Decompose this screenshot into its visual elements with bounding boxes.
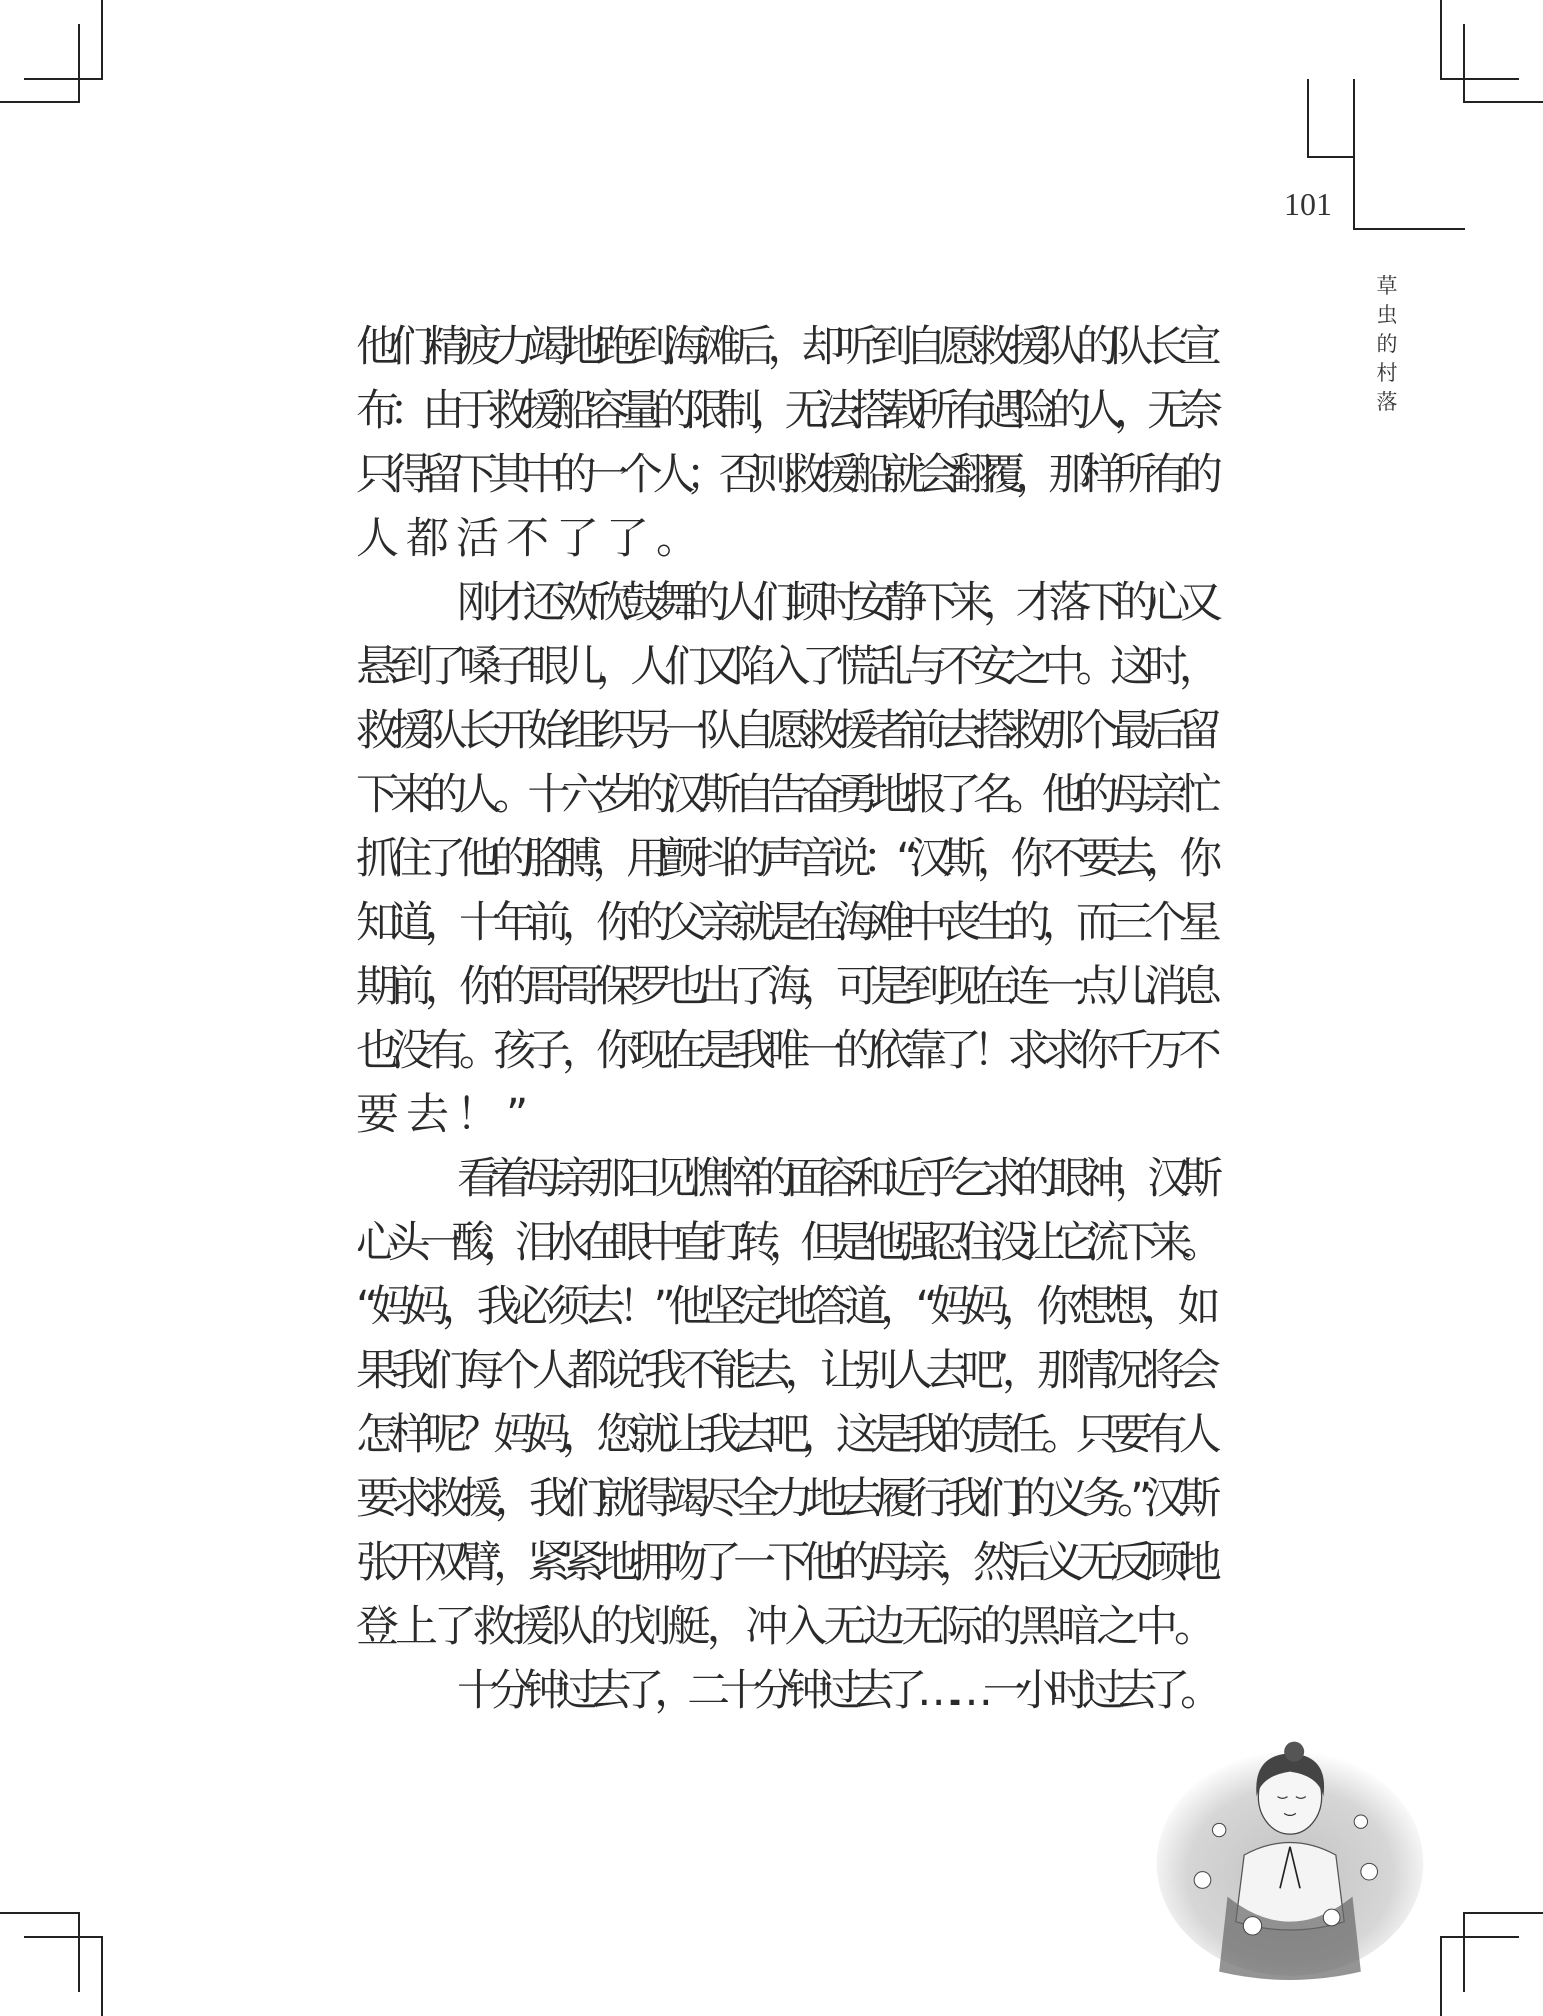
header-rule (1353, 79, 1355, 229)
crop-mark (1463, 1912, 1465, 1992)
crop-mark (1440, 1936, 1519, 1938)
text-line: 布：由于救援船容量的限制，无法搭载所有遇险的人，无奈 (356, 386, 1213, 436)
running-title-char: 的 (1376, 332, 1398, 356)
running-title (1372, 272, 1402, 417)
crop-mark (1440, 78, 1519, 80)
crop-mark (101, 1936, 103, 2016)
text-line: 悬到了嗓子眼儿，人们又陷入了慌乱与不安之中。这时， (356, 642, 1213, 692)
text-line: 知道，十年前，你的父亲就是在海难中丧生的，而三个星 (356, 898, 1213, 948)
text-line: 要去！” (356, 1090, 536, 1140)
running-title-char: 村 (1376, 361, 1398, 385)
text-line: 登上了救援队的划艇，冲入无边无际的黑暗之中。 (356, 1602, 1213, 1652)
crop-mark (1463, 101, 1543, 103)
text-line: 救援队长开始组织另一队自愿救援者前去搭救那个最后留 (356, 706, 1213, 756)
text-line: 心头一酸，泪水在眼中直打转，但是他强忍住没让它流下来。 (356, 1218, 1213, 1268)
text-line: 期前，你的哥哥保罗也出了海，可是到现在连一点儿消息 (356, 962, 1213, 1012)
text-line: 张开双臂，紧紧地拥吻了一下他的母亲，然后义无反顾地 (356, 1538, 1213, 1588)
girl-in-flowers-illustration (1150, 1730, 1430, 1980)
text-line: 要求救援，我们就得竭尽全力地去履行我们的义务。”汉斯 (356, 1474, 1213, 1524)
text-line: 抓住了他的胳膊，用颤抖的声音说：“汉斯，你不要去，你 (356, 834, 1213, 884)
text-line: 果我们每个人都说‘我不能去，让别人去吧’，那情况将会 (356, 1346, 1213, 1396)
paragraph (356, 1659, 1216, 1723)
paragraph (356, 1147, 1216, 1659)
running-title-char: 草 (1376, 274, 1398, 298)
text-line: 只得留下其中的一个人；否则救援船就会翻覆，那样所有的 (356, 450, 1213, 500)
running-title-char: 落 (1376, 390, 1398, 414)
crop-mark (1463, 24, 1465, 103)
crop-mark (78, 24, 80, 103)
header-rule (1307, 156, 1355, 158)
crop-mark (1440, 1936, 1442, 2016)
text-line: “妈妈，我必须去！”他坚定地答道，“妈妈，你想想，如 (356, 1282, 1213, 1332)
page-number: 101 (1284, 186, 1332, 222)
paragraph (356, 571, 1216, 1147)
text-line: 也没有。孩子，你现在是我唯一的依靠了！求求你千万不 (356, 1026, 1213, 1076)
crop-mark (78, 1912, 80, 1992)
crop-mark (1440, 0, 1442, 79)
text-line: 他们精疲力竭地跑到海滩后，却听到自愿救援队的队长宣 (356, 322, 1213, 372)
header-rule (1307, 79, 1309, 157)
body-text (356, 315, 1216, 1723)
text-line: 看着母亲那日见憔悴的面容和近乎乞求的眼神，汉斯 (457, 1154, 1213, 1204)
crop-mark (1463, 1912, 1543, 1914)
text-line: 下来的人。十六岁的汉斯自告奋勇地报了名。他的母亲忙 (356, 770, 1213, 820)
crop-mark (0, 101, 80, 103)
text-line: 怎样呢？妈妈，您就让我去吧，这是我的责任。只要有人 (356, 1410, 1213, 1460)
crop-mark (101, 0, 103, 79)
paragraph (356, 315, 1216, 571)
crop-mark (0, 1912, 80, 1914)
text-line: 人都活不了了。 (356, 514, 706, 564)
crop-mark (24, 78, 103, 80)
crop-mark (24, 1936, 103, 1938)
header-rule (1353, 228, 1465, 230)
text-line: 十分钟过去了，二十分钟过去了……一小时过去了。 (457, 1666, 1213, 1716)
text-line: 刚才还欢欣鼓舞的人们顿时安静下来，才落下的心又 (457, 578, 1213, 628)
running-title-char: 虫 (1376, 303, 1398, 327)
